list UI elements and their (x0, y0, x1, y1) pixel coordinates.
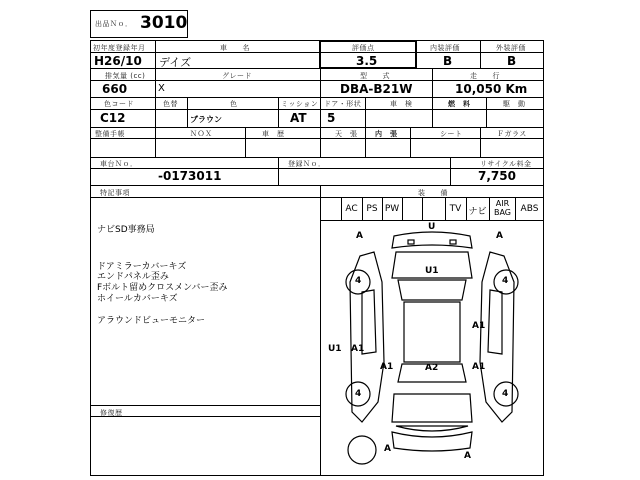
cc-label: 排気量 (cc) (105, 72, 146, 80)
color-code-label: 色コード (104, 100, 134, 108)
mark-center: A2 (425, 363, 439, 373)
divider (90, 52, 544, 53)
exterior-eval-value: B (507, 54, 517, 68)
note-line: ドアミラーカバーキズ (97, 262, 187, 272)
divider (155, 40, 156, 97)
note-line: ナビSD事務局 (97, 225, 155, 235)
lot-number: 3010 (140, 13, 188, 33)
model-label: 型 式 (360, 72, 390, 80)
divider (90, 109, 544, 110)
mark-front-left: A (356, 231, 363, 241)
repair-label: 修復歴 (100, 409, 123, 417)
mark-front-center: U (428, 222, 436, 232)
reg-label: 登録Ｎｏ． (288, 160, 326, 168)
divider (450, 157, 451, 185)
divider (320, 97, 321, 127)
divider (278, 157, 279, 185)
color-value: ブラウン (190, 115, 222, 124)
mark-right-upper: A1 (472, 321, 486, 331)
mileage-value: 10,050 Km (455, 82, 528, 96)
equip-airbag: AIR BAG (493, 199, 512, 217)
glass-label: Ｆガラス (497, 130, 527, 138)
repaint-label: 色替 (163, 100, 178, 108)
lot-label: 出品Ｎｏ． (95, 20, 133, 28)
mileage-label: 走 行 (470, 72, 500, 80)
interior-eval-label: 内装評価 (430, 44, 460, 52)
divider (480, 127, 481, 157)
name-label: 車 名 (220, 44, 250, 52)
mark-left-side-2: A1 (351, 344, 365, 354)
ceiling-label: 天 張 (335, 130, 358, 138)
grade-label: グレード (222, 72, 252, 80)
chassis-value: -0173011 (158, 169, 222, 183)
equip-ac: AC (345, 204, 358, 214)
color-label: 色 (230, 100, 238, 108)
exterior-eval-label: 外装評価 (496, 44, 526, 52)
equip-ps: PS (366, 204, 378, 214)
divider (480, 40, 481, 68)
note-line: ホイールカバーキズ (97, 294, 178, 304)
score-value: 3.5 (356, 54, 378, 68)
cc-value: 660 (102, 82, 128, 96)
divider (90, 405, 320, 406)
recycle-label: リサイクル料金 (480, 160, 532, 168)
history-label: 車 歴 (262, 130, 285, 138)
divider (155, 97, 156, 127)
mark-rear-right: A (464, 451, 471, 461)
divider (187, 97, 188, 127)
note-line: エンドパネル歪み (97, 272, 169, 282)
mark-wheel-rr: 4 (502, 389, 509, 399)
divider (320, 185, 321, 476)
divider (90, 127, 544, 128)
note-line: アラウンドビューモニター (97, 316, 206, 326)
divider (365, 97, 366, 127)
equip-tv: TV (449, 204, 462, 214)
mark-left-side: U1 (328, 344, 342, 354)
divider (90, 157, 544, 158)
mission-value: AT (290, 111, 307, 125)
mark-wheel-rl: 4 (355, 389, 362, 399)
name-value: デイズ (159, 56, 192, 69)
equip-pw: PW (384, 204, 400, 214)
equip-abs: ABS (520, 204, 539, 214)
inspection-label: 車 検 (390, 100, 413, 108)
drive-label: 駆 動 (503, 100, 526, 108)
fuel-label: 燃 料 (448, 100, 471, 108)
divider (245, 127, 246, 157)
mark-left-door: A1 (380, 362, 394, 372)
doors-label: ドア・形状 (324, 100, 362, 108)
year-value: H26/10 (94, 54, 142, 68)
grade-value: X (158, 83, 165, 94)
mark-right-door: A1 (472, 362, 486, 372)
divider (422, 197, 423, 220)
mark-rear-center: A (384, 444, 391, 454)
divider (90, 416, 320, 417)
divider (90, 185, 544, 186)
color-code-value: C12 (100, 111, 126, 125)
divider (486, 97, 487, 127)
divider (365, 127, 366, 157)
divider (432, 68, 433, 97)
mark-wheel-fr: 4 (502, 276, 509, 286)
divider (432, 97, 433, 127)
mission-label: ミッション (281, 100, 319, 108)
divider (90, 197, 544, 198)
divider (402, 197, 403, 220)
mark-front-right: A (496, 231, 503, 241)
manual-label: 整備手帳 (95, 130, 125, 138)
recycle-value: 7,750 (478, 169, 516, 183)
note-line: Fボルト留めクロスメンバー歪み (97, 283, 228, 293)
interior-lining-label: 内 張 (375, 130, 398, 138)
divider (320, 220, 544, 221)
model-value: DBA-B21W (340, 82, 413, 96)
divider (410, 127, 411, 157)
seat-label: シート (440, 130, 463, 138)
divider (320, 127, 321, 157)
year-label: 初年度登録年月 (93, 44, 146, 52)
divider (155, 127, 156, 157)
equipment-label: 装 備 (418, 189, 448, 197)
score-label: 評価点 (352, 44, 375, 52)
interior-eval-value: B (443, 54, 453, 68)
notes-label: 特記事項 (100, 189, 130, 197)
chassis-label: 車台Ｎｏ． (100, 160, 138, 168)
nox-label: ＮＯＸ (190, 130, 213, 138)
divider (90, 138, 544, 139)
divider (278, 97, 279, 127)
equip-navi: ナビ (468, 207, 487, 217)
doors-value: 5 (327, 111, 336, 125)
mark-wheel-fl: 4 (355, 276, 362, 286)
divider (90, 97, 544, 98)
mark-roof: U1 (425, 266, 439, 276)
